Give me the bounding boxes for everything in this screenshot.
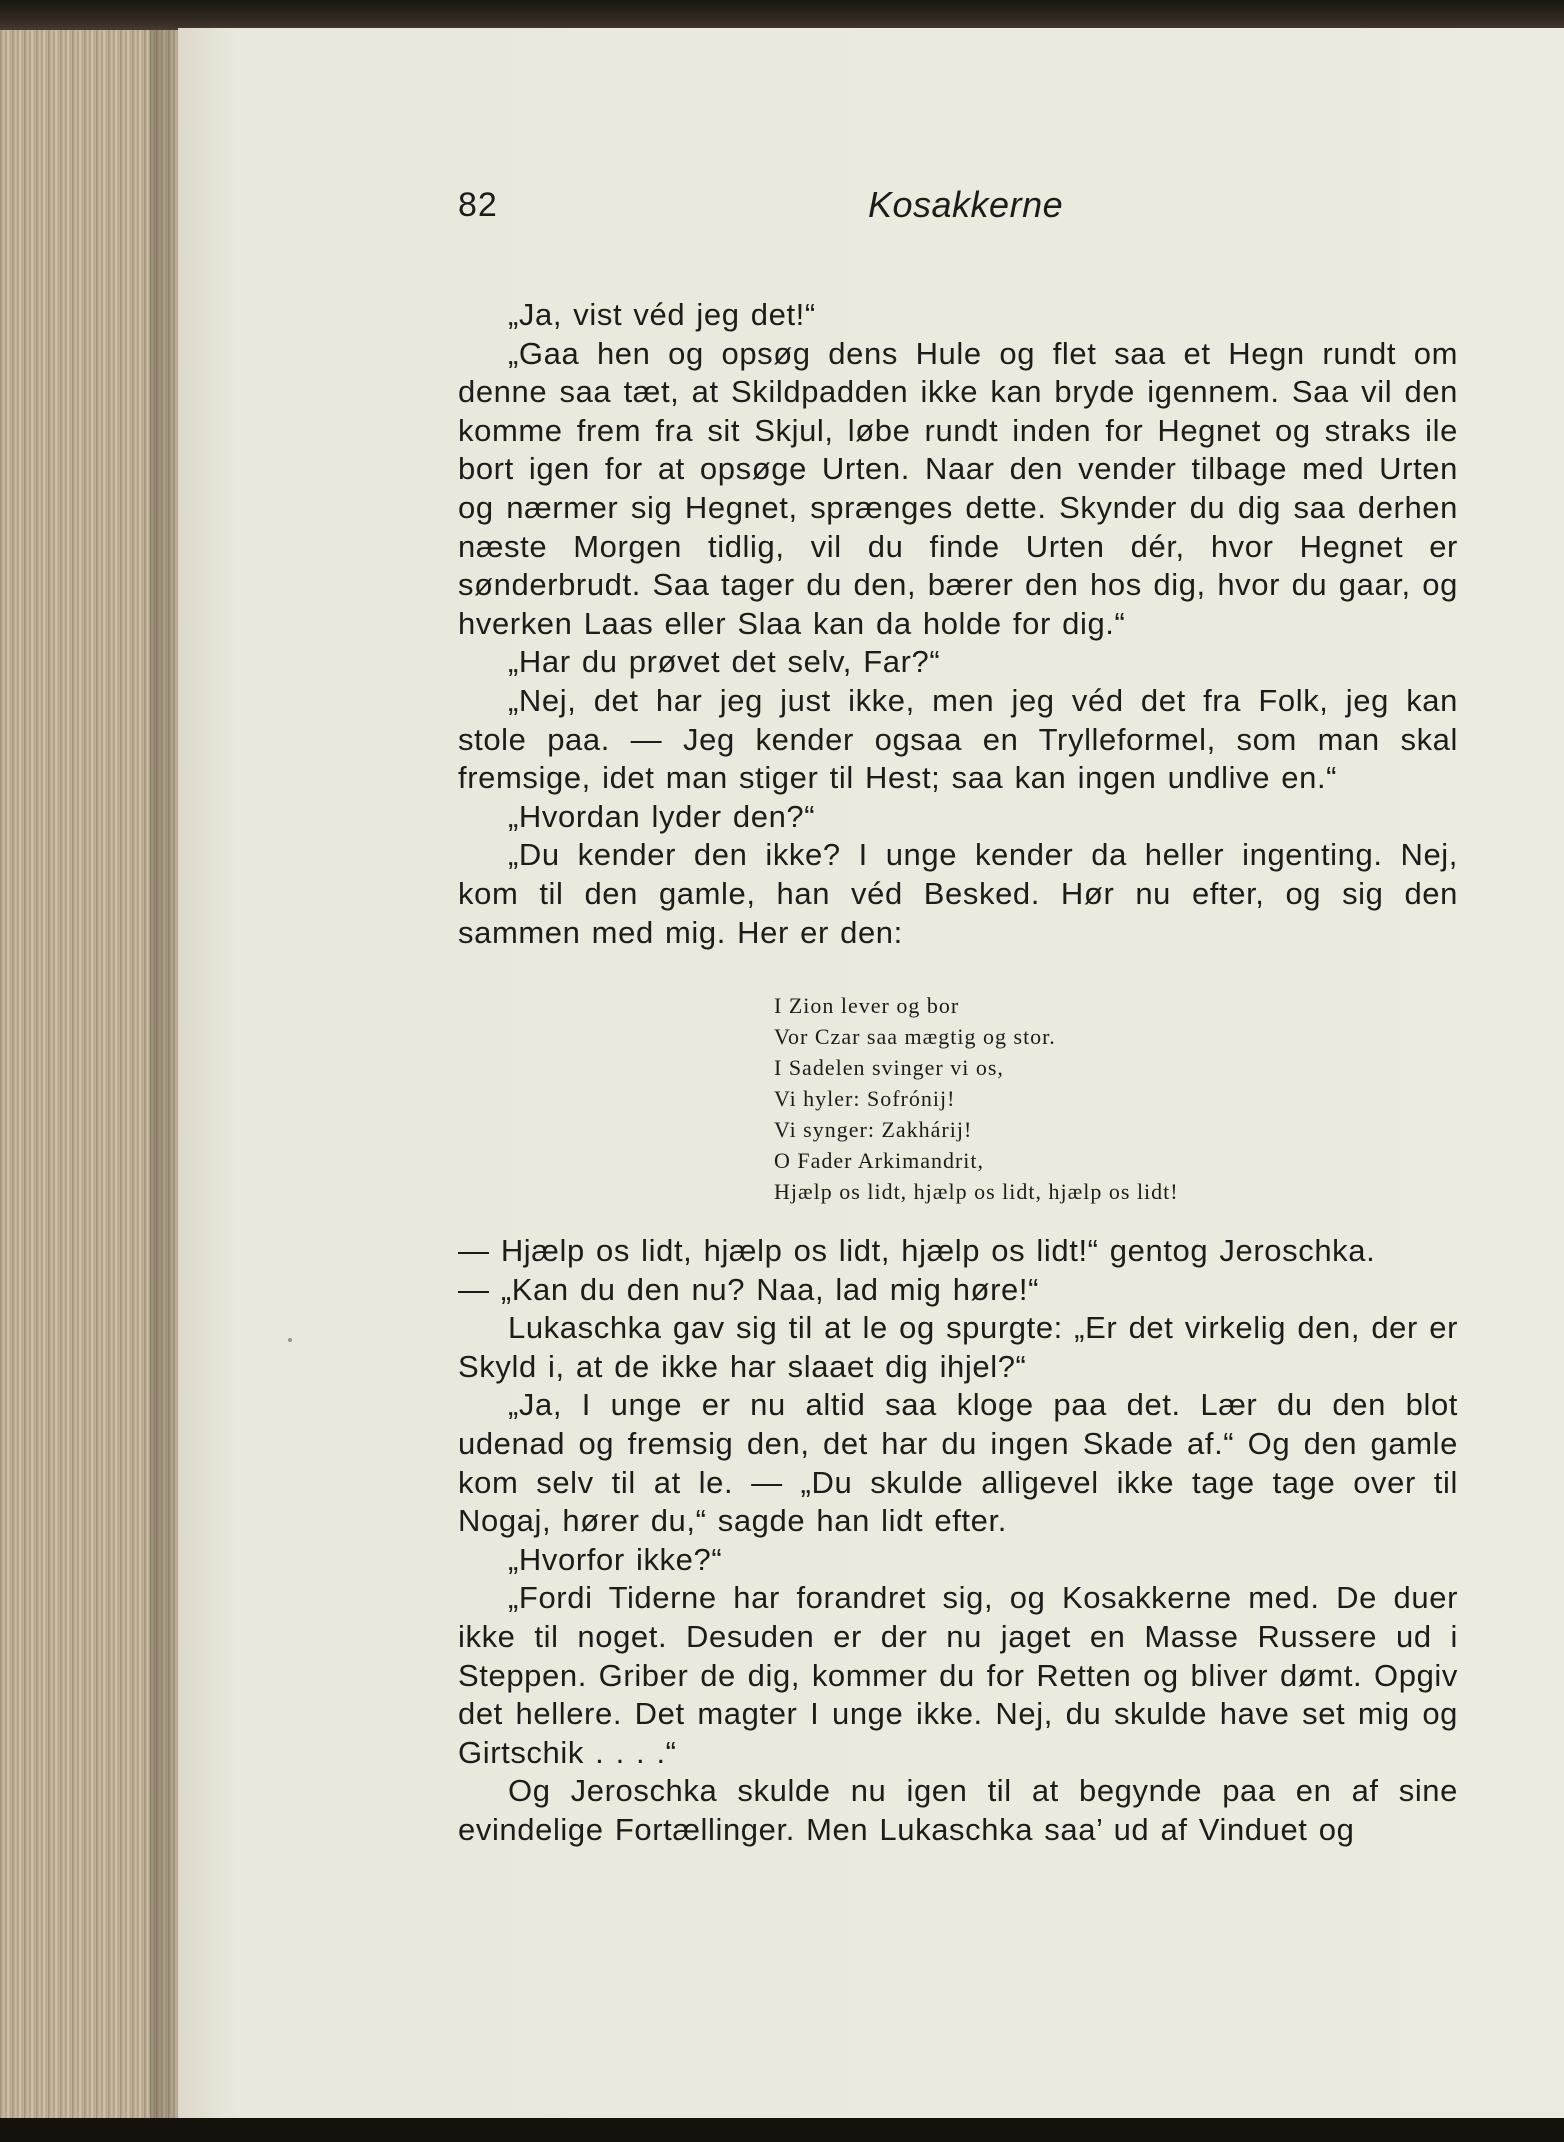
poem-line: O Fader Arkimandrit, <box>774 1148 985 1173</box>
poem-line: I Sadelen svinger vi os, <box>774 1055 1004 1080</box>
poem-line: I Zion lever og bor <box>774 993 960 1018</box>
paragraph: Og Jeroschka skulde nu igen til at begynde paa en af sine evindelige Fortællinger. Men Lukaschka saa’ ud af Vinduet og <box>458 1773 1458 1847</box>
body-text-top <box>458 296 1458 952</box>
paragraph: „Nej, det har jeg just ikke, men jeg véd det fra Folk, jeg kan stole paa. — Jeg kender ogsaa en Trylleformel, som man skal fremsige, idet man stiger til Hest; saa kan ingen undlive en.“ <box>458 682 1458 796</box>
poem-verse <box>774 990 1179 1207</box>
paragraph: „Ja, I unge er nu altid saa kloge paa det. Lær du den blot udenad og fremsig den, det har du ingen Skade af.“ Og den gamle kom selv til at le. — „Du skulde alligevel ikke tage tage over til Nogaj, hører du,“ sagde han lidt efter. <box>458 1387 1458 1539</box>
paragraph: „Har du prøvet det selv, Far?“ <box>508 644 941 680</box>
page-number: 82 <box>458 186 498 224</box>
poem-line: Vor Czar saa mægtig og stor. <box>774 1024 1056 1049</box>
poem-line: Vi hyler: Sofrónij! <box>774 1086 956 1111</box>
body-text-bottom <box>458 1232 1458 1850</box>
poem-line: Vi synger: Zakhárij! <box>774 1117 973 1142</box>
paragraph: — „Kan du den nu? Naa, lad mig høre!“ <box>458 1271 1039 1307</box>
paragraph: Lukaschka gav sig til at le og spurgte: „Er det virkelig den, der er Skyld i, at de ikke har slaaet dig ihjel?“ <box>458 1310 1458 1384</box>
paragraph: „Fordi Tiderne har forandret sig, og Kosakkerne med. De duer ikke til noget. Desuden er der nu jaget en Masse Russere ud i Steppen. Griber de dig, kommer du for Retten og bliver dømt. Opgiv det hellere. Det magter I unge ikke. Nej, du skulde have set mig og Girtschik . . . .“ <box>458 1580 1458 1770</box>
paragraph: „Du kender den ikke? I unge kender da heller ingenting. Nej, kom til den gamle, han véd Besked. Hør nu efter, og sig den sammen med mig. Her er den: <box>458 837 1458 950</box>
paper-speck <box>288 1338 292 1342</box>
paragraph: — Hjælp os lidt, hjælp os lidt, hjælp os lidt!“ gentog Jeroschka. <box>458 1233 1376 1268</box>
paragraph: „Hvordan lyder den?“ <box>508 798 816 834</box>
paragraph: „Ja, vist véd jeg det!“ <box>508 297 816 332</box>
book-page <box>178 28 1564 2142</box>
paragraph: „Gaa hen og opsøg dens Hule og flet saa et Hegn rundt om denne saa tæt, at Skildpadden ikke kan bryde igennem. Saa vil den komme frem fra sit Skjul, løbe rundt inden for Hegnet og straks ile bort igen for at opsøge Urten. Naar den vender tilbage med Urten og nærmer sig Hegnet, sprænges dette. Skynder du dig saa derhen næste Morgen tidlig, vil du finde Urten dér, hvor Hegnet er sønderbrudt. Saa tager du den, bærer den hos dig, hvor du gaar, og hverken Laas eller Slaa kan da holde for dig.“ <box>458 335 1458 641</box>
running-title: Kosakkerne <box>868 184 1064 225</box>
scan-bottom-edge <box>0 2118 1564 2142</box>
poem-line: Hjælp os lidt, hjælp os lidt, hjælp os lidt! <box>774 1179 1179 1204</box>
paragraph: „Hvorfor ikke?“ <box>508 1541 723 1577</box>
